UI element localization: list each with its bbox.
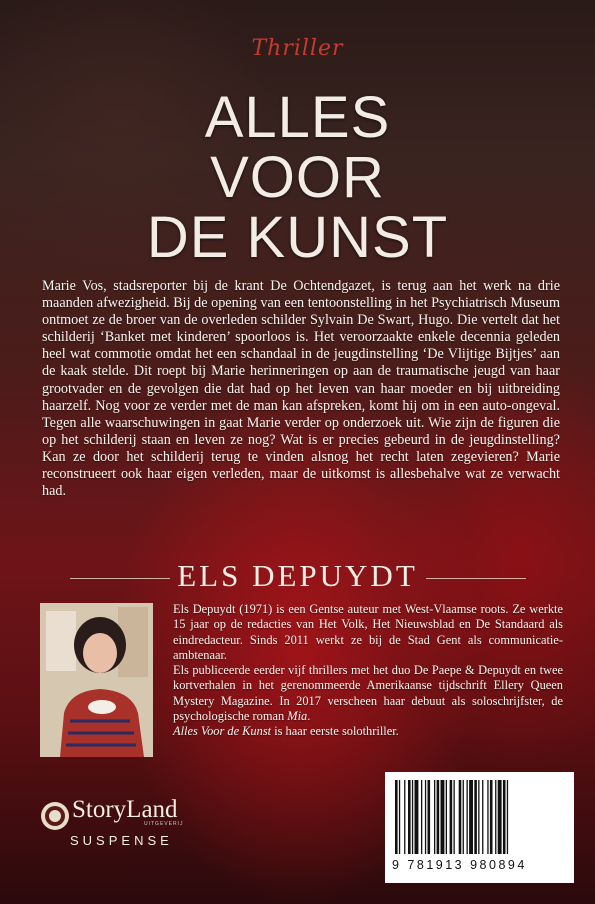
barcode-bar <box>437 780 440 854</box>
bio-paragraph-3 <box>173 724 563 739</box>
isbn-number: 9 781913 980894 <box>392 858 527 872</box>
barcode-bar <box>404 780 405 854</box>
publisher-name: StoryLand <box>72 796 178 823</box>
publisher-sub: UITGEVERIJ <box>144 821 184 827</box>
bio-text: Els publiceerde eerder vijf thrillers met het duo De Paepe & Depuydt en twee kortverhalen in het gerenommeerde Amerikaanse tijdschrift Ellery Queen Mystery Magazine. In 2017 verscheen haar debuut als soloschrijfster, de psychologische roman <box>173 663 563 724</box>
barcode-bar <box>490 780 493 854</box>
barcode-bar <box>487 780 488 854</box>
barcode-bar <box>498 780 502 854</box>
barcode-bar <box>482 780 483 854</box>
barcode-bar <box>415 780 419 854</box>
book-title <box>0 85 595 270</box>
barcode-bar <box>428 780 431 854</box>
barcode-bar <box>467 780 468 854</box>
barcode-bar <box>446 780 447 854</box>
barcode-bar <box>421 780 422 854</box>
barcode-bar <box>395 780 398 854</box>
barcode-bar <box>441 780 445 854</box>
author-photo <box>40 603 153 757</box>
barcode-bar <box>408 780 411 854</box>
title-line-2: VOOR <box>210 145 385 210</box>
barcode-bar <box>463 780 464 854</box>
title-line-3: DE KUNST <box>146 205 449 270</box>
genre-label: Thriller <box>251 36 344 61</box>
barcode-bar <box>412 780 413 854</box>
title-line-1: ALLES <box>204 85 391 150</box>
barcode-bar <box>454 780 455 854</box>
blurb-text: Marie Vos, stadsreporter bij de krant De Ochtendgazet, is terug aan het werk na drie maanden afwezigheid. Bij de opening van een tentoonstelling in het Psychiatrisch Museum ontmoet ze de broer van de overleden schilder Sylvain De Swart, Hugo. Die vertelt dat het schilderij ‘Banket met kinderen’ spoorloos is. Het veroorzaakte enkele decennia geleden heel wat commotie omdat het een schandaal in de jeugdinstelling ‘De Vlijtige Bijtjes’ aan de kaak stelde. Dit roept bij Marie herinneringen op aan de traumatische jeugd van haar grootvader en de gevolgen die dat had op het leven van haar moeder en bij uitbreiding haarzelf. Nog voor ze verder met de man kan afspreken, komt hij om in een auto-ongeval. Tegen alle waarschuwingen in gaat Marie verder op onderzoek uit. Wie zijn de figuren die op het schilderij staan en leven ze nog? Wat is er precies gebeurd in de jeugdinstelling? Kan ze door het schilderij terug te vinden alsnog het recht laten zegevieren? Marie reconstrueert ook haar eigen verleden, maar de uitkomst is allesbehalve wat ze verwacht had. <box>42 278 560 500</box>
barcode-bar <box>507 780 508 854</box>
bio-book-mia: Mia <box>287 709 308 724</box>
barcode-bar <box>434 780 435 854</box>
imprint-label: SUSPENSE <box>70 833 173 848</box>
bio-text-end: . <box>307 709 311 724</box>
bio-book-title: Alles Voor de Kunst <box>173 724 272 739</box>
barcode-bar <box>474 780 477 854</box>
author-bio <box>173 602 563 740</box>
barcode-bar <box>495 780 496 854</box>
barcode-bar <box>399 780 400 854</box>
bio-text-end: is haar eerste solothriller. <box>271 724 399 739</box>
barcode-bar <box>469 780 473 854</box>
bio-paragraph-1: Els Depuydt (1971) is een Gentse auteur met West-Vlaamse roots. Ze werkte 15 jaar op de redacties van Het Volk, Het Nieuwsblad en De Standaard als eindredacteur. Sinds 2011 werkt ze bij de Stad Gent als communicatie-ambtenaar. <box>173 602 563 662</box>
barcode-bar <box>450 780 453 854</box>
barcode-bar <box>478 780 479 854</box>
author-name: ELS DEPUYDT <box>177 558 418 593</box>
barcode-bar <box>503 780 506 854</box>
barcode-bar <box>459 780 462 854</box>
divider-right <box>426 578 526 579</box>
bio-paragraph-2 <box>173 663 563 724</box>
lion-logo-icon <box>40 801 70 831</box>
barcode-bar <box>425 780 426 854</box>
